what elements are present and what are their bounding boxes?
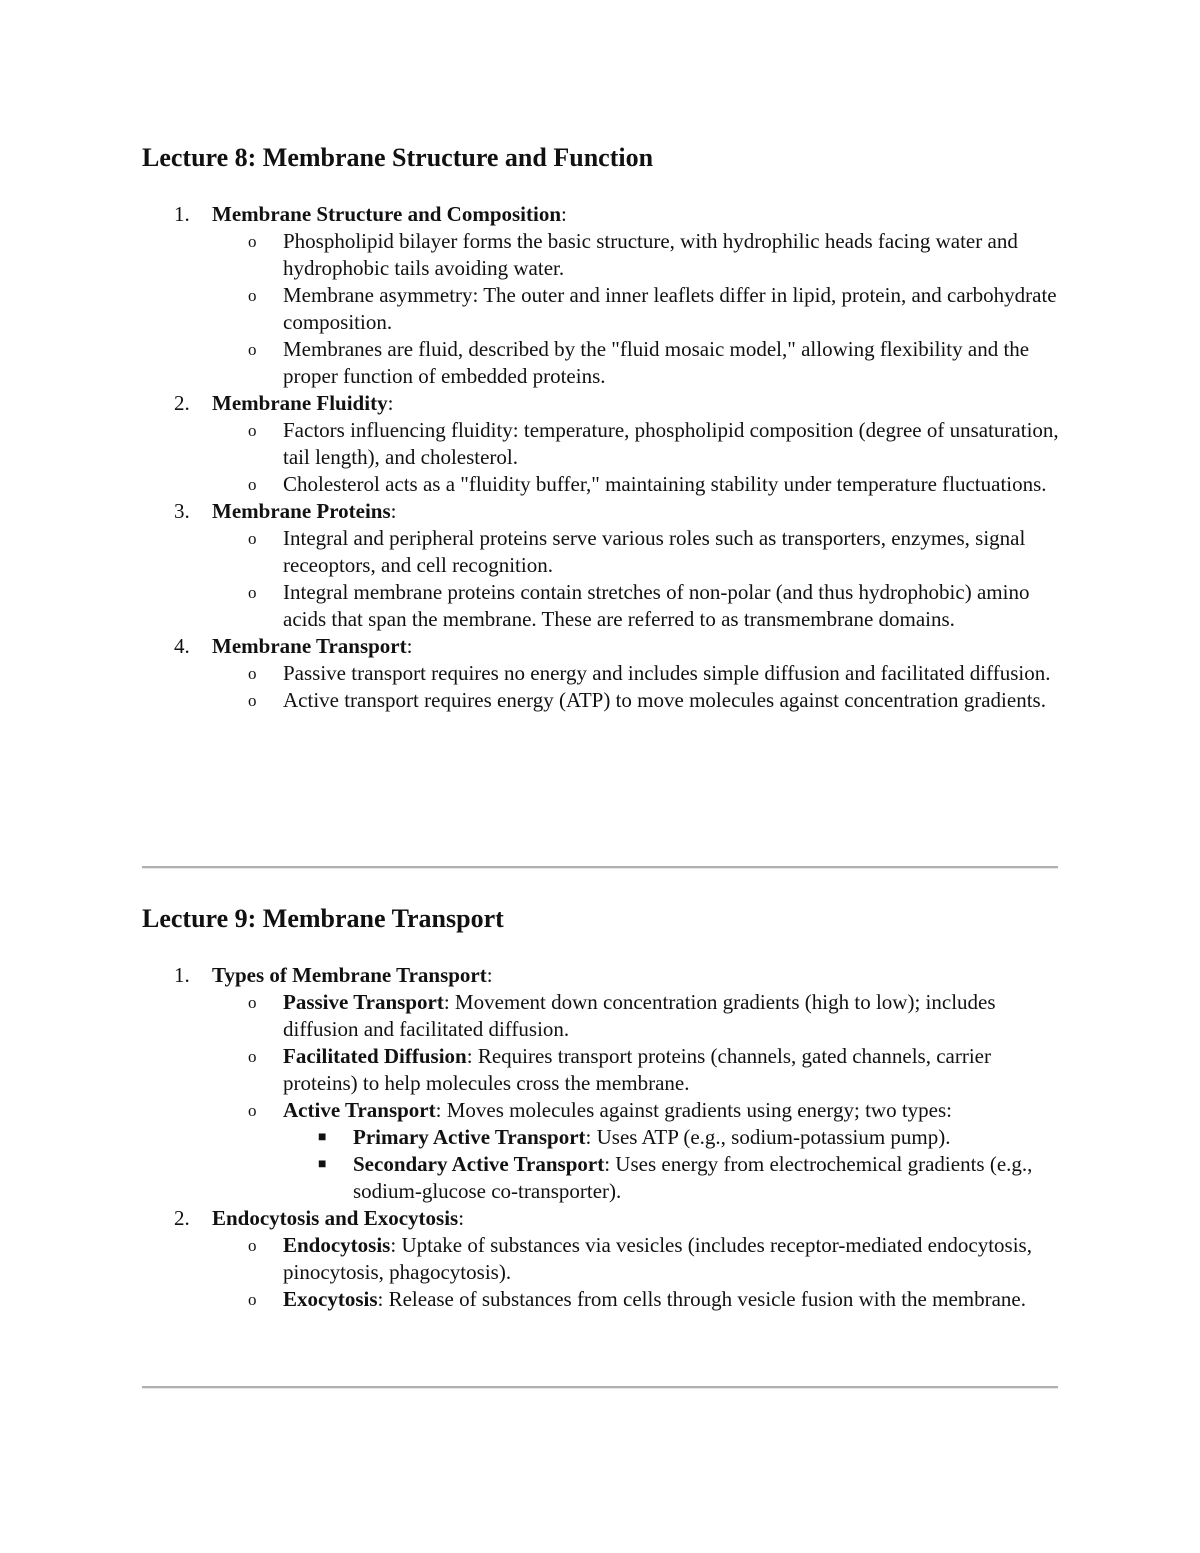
horizontal-divider (142, 1386, 1058, 1389)
outline-item (0, 201, 1200, 228)
outline-item (0, 633, 1200, 660)
bullet-lead: Primary Active Transport (353, 1125, 586, 1149)
item-number: 3. (174, 499, 190, 523)
hollow-bullet-icon: o (248, 993, 257, 1012)
bullet-text: : Release of substances from cells through vesicle fusion with the membrane. (377, 1287, 1026, 1311)
item-number: 1. (174, 963, 190, 987)
hollow-bullet-icon: o (248, 1236, 257, 1255)
sub-bullet (0, 525, 1200, 579)
bullet-text: Membranes are fluid, described by the "fluid mosaic model," allowing flexibility and the proper function of embedded proteins. (283, 337, 1030, 388)
bullet-lead: Passive Transport (283, 990, 444, 1014)
sub-bullet (0, 687, 1200, 714)
sub-bullet (0, 1043, 1200, 1097)
item-label: Membrane Transport (212, 634, 407, 658)
sub-bullet (0, 660, 1200, 687)
square-bullet-icon: ■ (318, 1157, 327, 1172)
outline-item (0, 498, 1200, 525)
hollow-bullet-icon: o (248, 286, 257, 305)
bullet-text: Active transport requires energy (ATP) to move molecules against concentration gradients. (283, 688, 1046, 712)
item-label: Membrane Proteins (212, 499, 391, 523)
item-suffix: : (458, 1206, 465, 1230)
hollow-bullet-icon: o (248, 529, 257, 548)
bullet-text: : Movement down concentration gradients (high to low); includes diffusion and facilitated diffusion. (283, 990, 996, 1041)
lecture-8-title: Lecture 8: Membrane Structure and Function (142, 143, 654, 172)
bullet-text: Membrane asymmetry: The outer and inner leaflets differ in lipid, protein, and carbohydrate composition. (283, 283, 1057, 334)
item-suffix: : (486, 963, 493, 987)
square-bullet-icon: ■ (318, 1130, 327, 1145)
bullet-text: Phospholipid bilayer forms the basic structure, with hydrophilic heads facing water and hydrophobic tails avoiding water. (283, 229, 1018, 280)
item-label: Membrane Fluidity (212, 391, 388, 415)
hollow-bullet-icon: o (248, 691, 257, 710)
sub-bullet (0, 228, 1200, 282)
hollow-bullet-icon: o (248, 421, 257, 440)
bullet-text: Factors influencing fluidity: temperature, phospholipid composition (degree of unsaturation, tail length), and cholesterol. (283, 418, 1059, 469)
hollow-bullet-icon: o (248, 340, 257, 359)
bullet-lead: Endocytosis (283, 1233, 391, 1257)
hollow-bullet-icon: o (248, 1290, 257, 1309)
hollow-bullet-icon: o (248, 1101, 257, 1120)
sub-bullet (0, 989, 1200, 1043)
lecture-9-outline (0, 962, 1200, 1313)
bullet-text: : Uses ATP (e.g., sodium-potassium pump). (585, 1125, 951, 1149)
item-label: Endocytosis and Exocytosis (212, 1206, 459, 1230)
hollow-bullet-icon: o (248, 583, 257, 602)
bullet-text: Integral and peripheral proteins serve various roles such as transporters, enzymes, signal receoptors, and cell recognition. (283, 526, 1026, 577)
sub-bullet (0, 417, 1200, 471)
hollow-bullet-icon: o (248, 664, 257, 683)
hollow-bullet-icon: o (248, 1047, 257, 1066)
item-suffix: : (387, 391, 394, 415)
bullet-text: Passive transport requires no energy and includes simple diffusion and facilitated diffusion. (283, 661, 1051, 685)
horizontal-divider (142, 866, 1058, 869)
sub-bullet (0, 579, 1200, 633)
bullet-lead: Active Transport (283, 1098, 436, 1122)
bullet-lead: Exocytosis (283, 1287, 378, 1311)
bullet-text: : Requires transport proteins (channels, gated channels, carrier proteins) to help molecules cross the membrane. (283, 1044, 991, 1095)
sub-bullet (0, 336, 1200, 390)
item-label: Types of Membrane Transport (212, 963, 487, 987)
hollow-bullet-icon: o (248, 475, 257, 494)
bullet-lead: Secondary Active Transport (353, 1152, 605, 1176)
outline-item (0, 962, 1200, 989)
outline-item (0, 390, 1200, 417)
item-suffix: : (390, 499, 397, 523)
item-number: 1. (174, 202, 190, 226)
hollow-bullet-icon: o (248, 232, 257, 251)
sub-bullet (0, 1286, 1200, 1313)
item-label: Membrane Structure and Composition (212, 202, 562, 226)
item-number: 2. (174, 1206, 190, 1230)
sub-bullet (0, 471, 1200, 498)
sub-bullet (0, 1232, 1200, 1286)
bullet-lead: Facilitated Diffusion (283, 1044, 467, 1068)
bullet-text: : Moves molecules against gradients using energy; two types: (435, 1098, 952, 1122)
nested-bullet (0, 1151, 1200, 1205)
bullet-text: : Uses energy from electrochemical gradients (e.g., sodium-glucose co-transporter). (353, 1152, 1033, 1203)
item-number: 2. (174, 391, 190, 415)
sub-bullet (0, 1097, 1200, 1124)
lecture-9-title: Lecture 9: Membrane Transport (142, 904, 504, 933)
bullet-text: Integral membrane proteins contain stretches of non-polar (and thus hydrophobic) amino acids that span the membrane. These are referred to as transmembrane domains. (283, 580, 1030, 631)
lecture-8-outline (0, 201, 1200, 714)
item-number: 4. (174, 634, 190, 658)
nested-bullet (0, 1124, 1200, 1151)
bullet-text: : Uptake of substances via vesicles (includes receptor-mediated endocytosis, pinocytosis, phagocytosis). (283, 1233, 1032, 1284)
outline-item (0, 1205, 1200, 1232)
sub-bullet (0, 282, 1200, 336)
item-suffix: : (406, 634, 413, 658)
bullet-text: Cholesterol acts as a "fluidity buffer," maintaining stability under temperature fluctuations. (283, 472, 1047, 496)
item-suffix: : (561, 202, 567, 226)
